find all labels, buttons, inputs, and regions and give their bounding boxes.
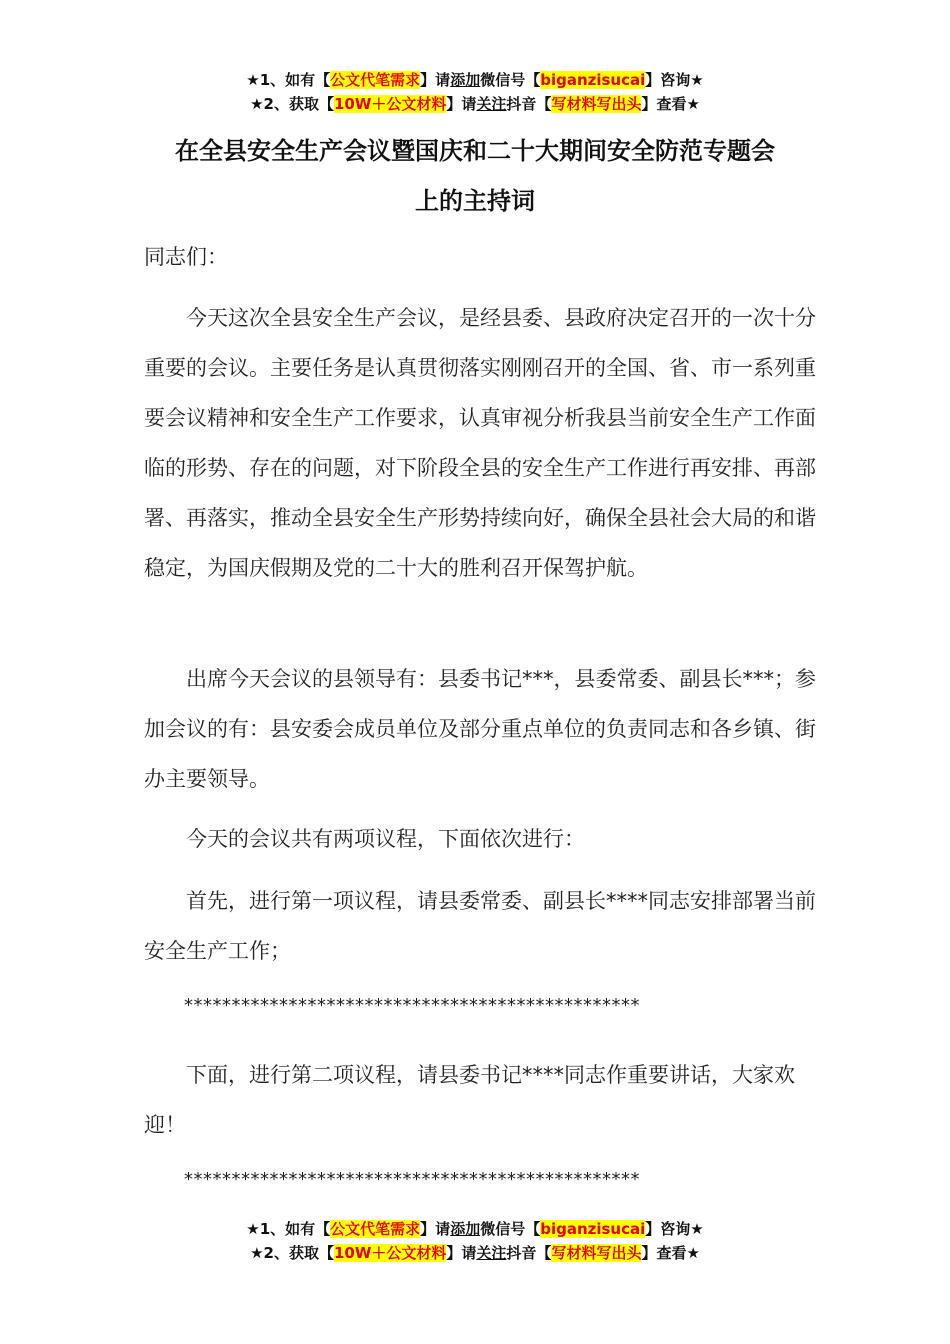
- footer-banner: [0, 1217, 950, 1265]
- paragraph-agenda-item-2: 下面，进行第二项议程，请县委书记****同志作重要讲话，大家欢迎！: [144, 1063, 795, 1137]
- salutation: 同志们：: [144, 245, 228, 269]
- title-line-1: 在全县安全生产会议暨国庆和二十大期间安全防范专题会: [175, 137, 775, 165]
- highlight-douyin-account: 写材料写出头: [551, 95, 642, 113]
- footer-line-2: ★2、获取【10W＋公文材料】请关注抖音【写材料写出头】查看★: [250, 1244, 700, 1262]
- footer-line-1: ★1、如有【公文代笔需求】请添加微信号【biganzisucai】咨询★: [246, 1220, 704, 1238]
- highlight-materials: 10W＋公文材料: [333, 95, 447, 113]
- banner-line-1: ★1、如有【公文代笔需求】请添加微信号【biganzisucai】咨询★: [246, 71, 704, 89]
- header-banner: [0, 68, 950, 116]
- document-title: [0, 126, 950, 226]
- paragraph-intro: 今天这次全县安全生产会议，是经县委、县政府决定召开的一次十分重要的会议。主要任务是认真贯彻落实刚刚召开的全国、省、市一系列重要会议精神和安全生产工作要求，认真审视分析我县当前安全生产工作面临的形势、存在的问题，对下阶段全县的安全生产工作进行再安排、再部署、再落实，推动全县安全生产形势持续向好，确保全县社会大局的和谐稳定，为国庆假期及党的二十大的胜利召开保驾护航。: [144, 306, 816, 580]
- separator-1: ************************************************: [184, 995, 640, 1016]
- separator-2: ************************************************: [184, 1169, 640, 1190]
- paragraph-agenda: 今天的会议共有两项议程，下面依次进行：: [186, 827, 585, 851]
- banner-line-2: ★2、获取【10W＋公文材料】请关注抖音【写材料写出头】查看★: [250, 95, 700, 113]
- highlight-service: 公文代笔需求: [330, 71, 421, 89]
- title-line-2: 上的主持词: [415, 187, 535, 215]
- paragraph-attendees: 出席今天会议的县领导有：县委书记***，县委常委、副县长***；参加会议的有：县安委会成员单位及部分重点单位的负责同志和各乡镇、街办主要领导。: [144, 667, 816, 791]
- paragraph-agenda-item-1: 首先，进行第一项议程，请县委常委、副县长****同志安排部署当前安全生产工作；: [144, 889, 816, 963]
- highlight-wechat-id: biganzisucai: [540, 71, 646, 89]
